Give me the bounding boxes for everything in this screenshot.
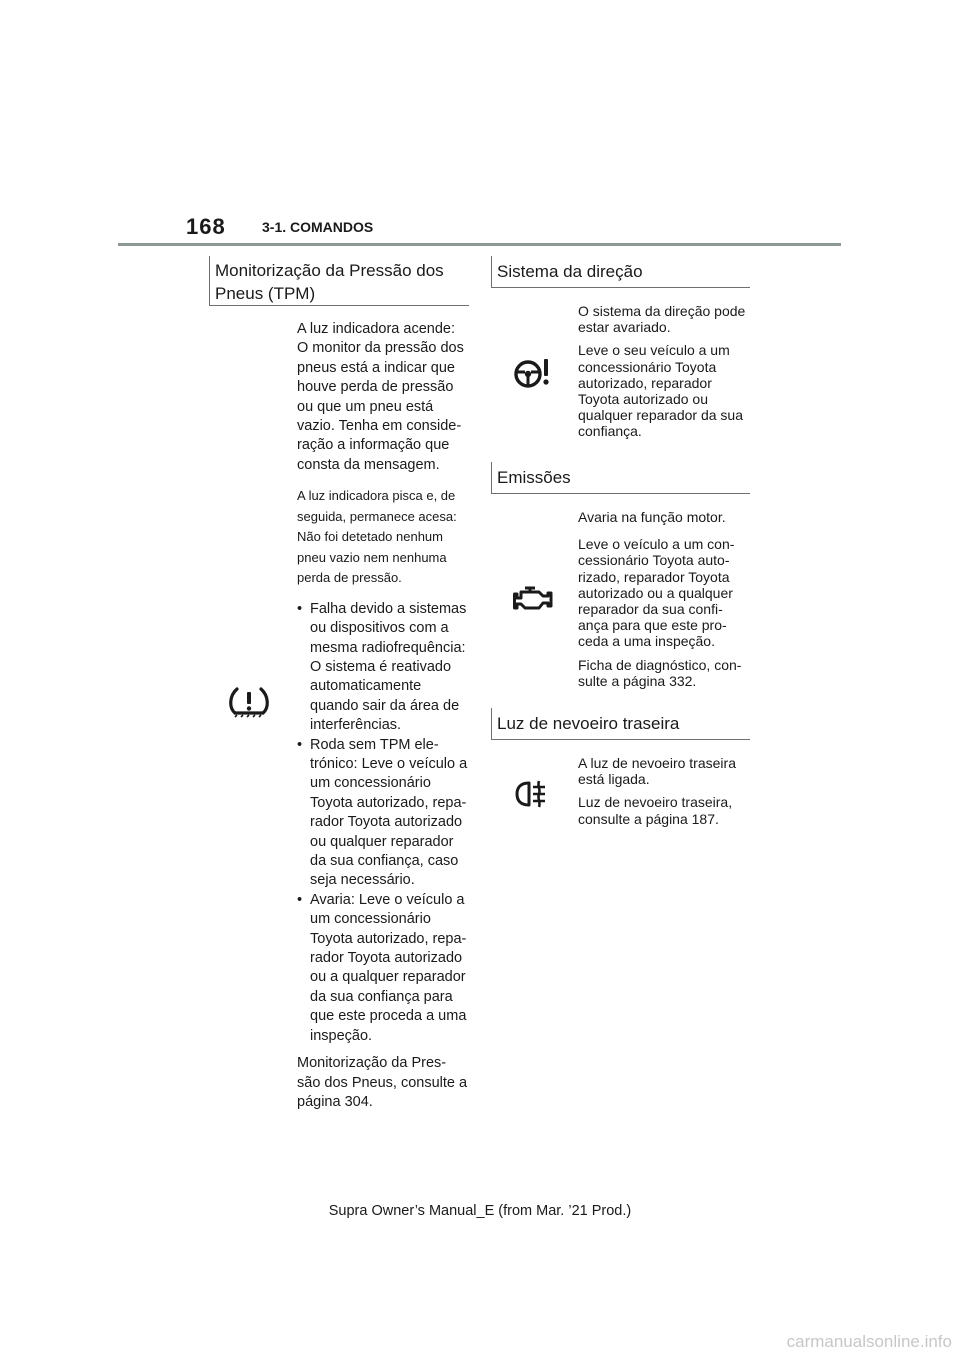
rear-fog-light-icon (515, 779, 553, 809)
tpm-bullet-list (297, 600, 469, 1046)
footer-manual-title: Supra Owner’s Manual_E (from Mar. ’21 Prod.) (328, 1203, 632, 1219)
foglight-section-header (491, 708, 750, 740)
steering-description (578, 303, 750, 447)
engine-icon (513, 584, 553, 612)
emissions-text-3: Ficha de diagnóstico, con-sulte a página 332. (578, 656, 742, 689)
steering-warning-icon (513, 356, 551, 390)
tpm-description (297, 320, 469, 1123)
tpm-text-flash: A luz indicadora pisca e, de seguida, permanece acesa: Não foi detetado nenhum pneu vazio nem nenhuma perda de pressão. (297, 488, 457, 586)
foglight-description (578, 755, 750, 834)
steering-text-1: O sistema da direção pode estar avariado. (578, 303, 746, 336)
emissions-section-title: Emissões (497, 468, 571, 487)
header-divider (118, 243, 841, 246)
check-engine-icon (513, 584, 553, 612)
tpm-section-header (209, 256, 469, 306)
emissions-text-2: Leve o veículo a um con-cessionário Toyota auto-rizado, reparador Toyota autorizado ou a qualquer reparador da sua confi-ança para que este pro-ceda a uma inspeção. (578, 536, 735, 650)
foglight-text-1: A luz de nevoeiro traseira está ligada. (578, 755, 736, 788)
steering-section-title: Sistema da direção (497, 262, 643, 281)
steering-section-header (491, 256, 750, 288)
list-item: • Roda sem TPM ele-trónico: Leve o veículo a um concessionário Toyota autorizado, repa-rador Toyota autorizado ou qualquer reparador da sua confiança, caso seja necessário. (297, 736, 469, 891)
foglight-text-2: Luz de nevoeiro traseira, consulte a página 187. (578, 794, 733, 827)
list-item: • Avaria: Leve o veículo a um concessionário Toyota autorizado, repa-rador Toyota autorizado ou a qualquer reparador da sua confiança para que este proceda a uma inspeção. (297, 891, 469, 1046)
page-number: 168 (186, 214, 226, 239)
emissions-description (578, 509, 750, 696)
tpm-text-on: A luz indicadora acende: O monitor da pressão dos pneus está a indicar que houve perda de pressão ou que um pneu está vazio. Tenha em conside-ração a informação que consta da mensagem. (297, 321, 464, 473)
emissions-section-header (491, 462, 750, 494)
list-item: • Falha devido a sistemas ou dispositivos com a mesma radiofrequência: O sistema é reativado automaticamente quando sair da área de interferências. (297, 600, 469, 736)
section-heading: 3-1. COMANDOS (262, 219, 374, 235)
foglight-section-title: Luz de nevoeiro traseira (497, 714, 680, 733)
emissions-text-1: Avaria na função motor. (578, 509, 726, 525)
tpm-section-title: Monitorização da Pressão dos Pneus (TPM) (215, 261, 444, 303)
watermark: carmanualsonline.info (786, 1332, 952, 1351)
foglight-icon (515, 779, 553, 809)
steering-icon (513, 356, 551, 390)
tpm-icon (227, 686, 271, 720)
tire-pressure-warning-icon (227, 686, 271, 720)
tpm-reference: Monitorização da Pres-são dos Pneus, consulte a página 304. (297, 1055, 468, 1110)
steering-text-2: Leve o seu veículo a um concessionário Toyota autorizado, reparador Toyota autorizado ou qualquer reparador da sua confiança. (578, 342, 744, 440)
